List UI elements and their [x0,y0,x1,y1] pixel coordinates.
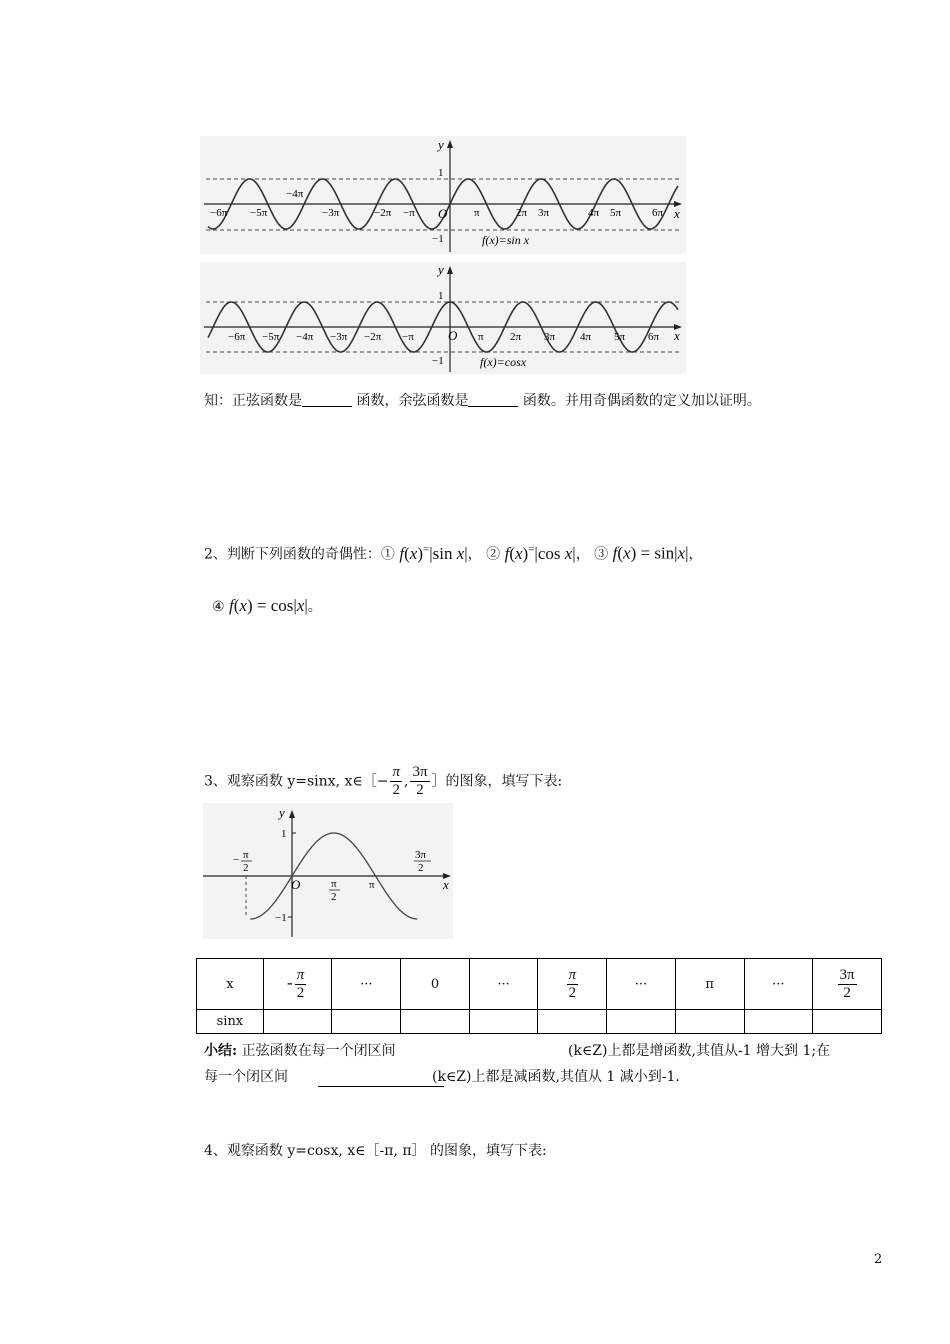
summary-line-2b: (k∈Z)上都是减函数,其值从 1 减小到-1. [432,1069,680,1085]
row-label-x: x [197,959,264,1010]
q2-lead: 2、判断下列函数的奇偶性： [204,546,381,563]
question-1-text [204,390,761,410]
q1-part1: 知：正弦函数是 [204,393,302,409]
graph-caption: f(x)=cosx [480,355,527,369]
tick-label: −2π [364,331,382,343]
summary-line1a: 正弦函数在每一个闭区间 [241,1043,396,1059]
formula-2: f(x)=|cos x| [504,543,576,563]
sine-interval-graph [203,803,453,939]
origin-label: O [448,328,458,343]
tick-neg-half-pi-den: 2 [243,862,249,874]
answer-cell[interactable] [813,1010,882,1034]
cell-half-pi: $\frac{\pi}{2}$ [538,959,607,1010]
cosine-graph [200,262,686,374]
tick-label: π [474,207,480,219]
q1-part2: 函数，余弦函数是 [356,393,469,409]
cell-pi: π [675,959,744,1010]
fraction-3pi-over-2: $\frac{3\pi}{2}$ [412,764,428,798]
tick-label: 4π [580,331,592,343]
cell-ellipsis: ··· [607,959,676,1010]
cell-ellipsis: ··· [744,959,813,1010]
fraction-pi-over-2: $\frac{\pi}{2}$ [392,764,400,798]
tick-label: π [478,331,484,343]
table-row [197,1010,882,1034]
summary-line2a: 每一个闭区间 [204,1069,288,1085]
x-axis-label: x [443,877,449,892]
answer-cell[interactable] [538,1010,607,1034]
cell-zero: 0 [401,959,470,1010]
q1-part3: 函数。并用奇偶函数的定义加以证明。 [522,393,761,409]
tick-label: −6π [228,331,246,343]
formula-4: f(x) = cos|x| [229,596,308,615]
blank-decreasing-interval[interactable] [318,1086,444,1087]
tick-half-pi-den: 2 [331,891,337,903]
item-3-marker: ③ [594,546,609,563]
formula-1: f(x)=|sin x| [399,543,468,563]
y-one-label: 1 [281,828,287,840]
y-neg-one-label: −1 [275,912,287,924]
answer-cell[interactable] [263,1010,332,1034]
y-axis-label: y [279,805,285,820]
summary-line-1 [204,1040,396,1060]
tick-label: −2π [374,207,392,219]
tick-label: −3π [322,207,340,219]
sine-value-table [196,958,882,1034]
y-one-label: 1 [438,290,444,302]
tick-label: 5π [610,207,622,219]
y-one-label: 1 [438,167,444,179]
tick-neg-half-pi-sign: − [233,854,240,866]
tick-3pi-over-2-den: 2 [418,862,424,874]
tick-neg-half-pi-num: π [243,849,249,861]
tick-label: −4π [296,331,314,343]
tick-label: 3π [538,207,550,219]
sine-graph [200,136,686,254]
item-4-marker: ④ [212,599,225,615]
q3-lead: 3、观察函数 y=sinx, x∈［− [204,773,389,790]
tick-label: −5π [250,207,268,219]
blank-sine-parity[interactable] [302,392,352,407]
page-number: 2 [874,1252,883,1267]
tick-label: −π [402,331,414,343]
answer-cell[interactable] [744,1010,813,1034]
cell-ellipsis: ··· [469,959,538,1010]
question-4-text: 4、观察函数 y=cosx, x∈［-π, π］ 的图象，填写下表: [204,1143,547,1159]
tick-pi: π [369,879,375,891]
tick-label: 6π [652,207,664,219]
summary-line-2 [204,1066,288,1086]
y-neg-one-label: −1 [432,233,444,245]
origin-label: O [438,206,448,221]
y-axis-label: y [438,262,444,277]
tick-label: 2π [510,331,522,343]
answer-cell[interactable] [469,1010,538,1034]
tick-3pi-over-2-num: 3π [415,849,427,861]
q3-tail: ］的图象，填写下表: [431,773,563,790]
summary-title: 小结: [204,1043,238,1059]
question-2-line2: ④ f(x) = cos|x|。 [212,596,322,615]
tick-label: −5π [262,331,280,343]
row-label-sinx: sinx [197,1010,264,1034]
tick-label: −π [403,207,415,219]
tick-half-pi-num: π [331,878,337,890]
answer-cell[interactable] [401,1010,470,1034]
question-3-text: 3、观察函数 y=sinx, x∈［− $\frac{\pi}{2}$ , $\frac{3\pi}{2}$ ］的图象，填写下表: [204,764,563,798]
tick-label: −6π [210,207,228,219]
tick-label: 3π [544,331,556,343]
y-neg-one-label: −1 [432,355,444,367]
x-axis-label: x [674,328,680,343]
answer-cell[interactable] [607,1010,676,1034]
cell-neg-half-pi: - $\frac{\pi}{2}$ [263,959,332,1010]
y-axis-label: y [438,137,444,152]
cell-ellipsis: ··· [332,959,401,1010]
graph-caption: f(x)=sin x [482,233,530,247]
x-axis-label: x [674,206,680,221]
question-2-line1: 2、判断下列函数的奇偶性：① f(x)=|sin x|， ② f(x)=|cos x|， ③ f(x) = sin|x|， [204,543,703,563]
answer-cell[interactable] [675,1010,744,1034]
summary-line-1b: (k∈Z)上都是增函数,其值从-1 增大到 1;在 [568,1043,831,1059]
tick-label: 4π [588,207,600,219]
table-row [197,959,882,1010]
answer-cell[interactable] [332,1010,401,1034]
origin-label: O [291,877,301,892]
formula-3: f(x) = sin|x| [612,543,689,563]
tick-label: 6π [648,331,660,343]
tick-label: 2π [516,207,528,219]
blank-cosine-parity[interactable] [468,392,518,407]
tick-label: 5π [614,331,626,343]
item-1-marker: ① [380,546,395,563]
cell-3pi-over-2: $\frac{3\pi}{2}$ [813,959,882,1010]
tick-label: −4π [286,188,304,200]
tick-label: −3π [330,331,348,343]
item-2-marker: ② [486,546,501,563]
